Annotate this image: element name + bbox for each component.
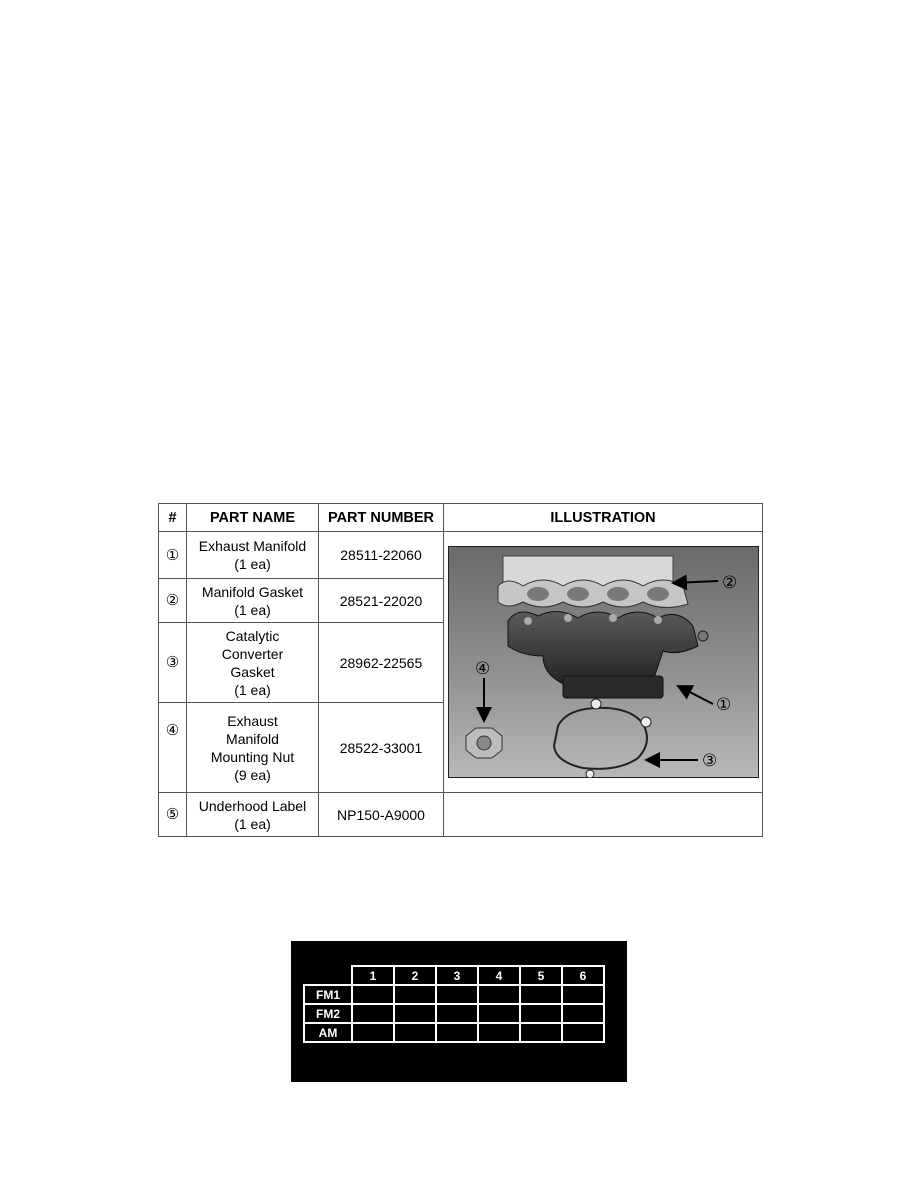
- row-number: ④: [159, 703, 187, 793]
- preset-cell: [436, 1023, 478, 1042]
- preset-cell: [352, 1023, 394, 1042]
- radio-preset-grid: [303, 965, 605, 1043]
- preset-cell: [352, 1004, 394, 1023]
- row-number: ③: [159, 623, 187, 703]
- header-part-name: PART NAME: [187, 504, 319, 532]
- callout-1: ①: [715, 695, 731, 715]
- illustration-cell: [444, 532, 763, 793]
- preset-column-header: 2: [394, 966, 436, 985]
- preset-row-header: FM1: [304, 985, 352, 1004]
- preset-header-row: [304, 966, 604, 985]
- preset-row: [304, 1023, 604, 1042]
- header-illustration: ILLUSTRATION: [444, 504, 763, 532]
- callout-2: ②: [721, 573, 737, 593]
- grid-corner: [304, 966, 352, 985]
- preset-column-header: 4: [478, 966, 520, 985]
- part-name: Exhaust Manifold Mounting Nut (9 ea): [187, 703, 319, 793]
- preset-cell: [562, 985, 604, 1004]
- header-num: #: [159, 504, 187, 532]
- part-name: Manifold Gasket (1 ea): [187, 579, 319, 623]
- preset-cell: [352, 985, 394, 1004]
- preset-cell: [520, 1004, 562, 1023]
- preset-cell: [436, 1004, 478, 1023]
- preset-row: [304, 985, 604, 1004]
- preset-cell: [478, 1004, 520, 1023]
- preset-cell: [478, 985, 520, 1004]
- preset-column-header: 6: [562, 966, 604, 985]
- preset-cell: [436, 985, 478, 1004]
- radio-preset-panel: [291, 941, 627, 1082]
- illustration-empty-cell: [444, 793, 763, 837]
- preset-column-header: 5: [520, 966, 562, 985]
- header-part-number: PART NUMBER: [319, 504, 444, 532]
- row-number: ①: [159, 532, 187, 579]
- part-number: 28522-33001: [319, 703, 444, 793]
- preset-cell: [562, 1023, 604, 1042]
- part-name: Catalytic Converter Gasket (1 ea): [187, 623, 319, 703]
- preset-cell: [562, 1004, 604, 1023]
- exhaust-manifold-illustration: [448, 546, 759, 778]
- preset-cell: [394, 1004, 436, 1023]
- part-number: NP150-A9000: [319, 793, 444, 837]
- part-name: Exhaust Manifold (1 ea): [187, 532, 319, 579]
- table-row: [159, 532, 763, 579]
- preset-cell: [394, 985, 436, 1004]
- callout-3: ③: [701, 751, 717, 771]
- preset-column-header: 1: [352, 966, 394, 985]
- preset-column-header: 3: [436, 966, 478, 985]
- preset-row-header: FM2: [304, 1004, 352, 1023]
- preset-row: [304, 1004, 604, 1023]
- part-number: 28521-22020: [319, 579, 444, 623]
- preset-cell: [478, 1023, 520, 1042]
- mounting-nut-shape: [466, 728, 502, 758]
- part-number: 28962-22565: [319, 623, 444, 703]
- callout-4: ④: [474, 659, 490, 679]
- row-number: ⑤: [159, 793, 187, 837]
- preset-cell: [520, 1023, 562, 1042]
- part-name: Underhood Label (1 ea): [187, 793, 319, 837]
- preset-row-header: AM: [304, 1023, 352, 1042]
- parts-table-header-row: [159, 504, 763, 532]
- part-number: 28511-22060: [319, 532, 444, 579]
- table-row: [159, 793, 763, 837]
- parts-table: [158, 503, 763, 837]
- preset-cell: [520, 985, 562, 1004]
- manifold-gasket-shape: [498, 556, 688, 608]
- row-number: ②: [159, 579, 187, 623]
- preset-cell: [394, 1023, 436, 1042]
